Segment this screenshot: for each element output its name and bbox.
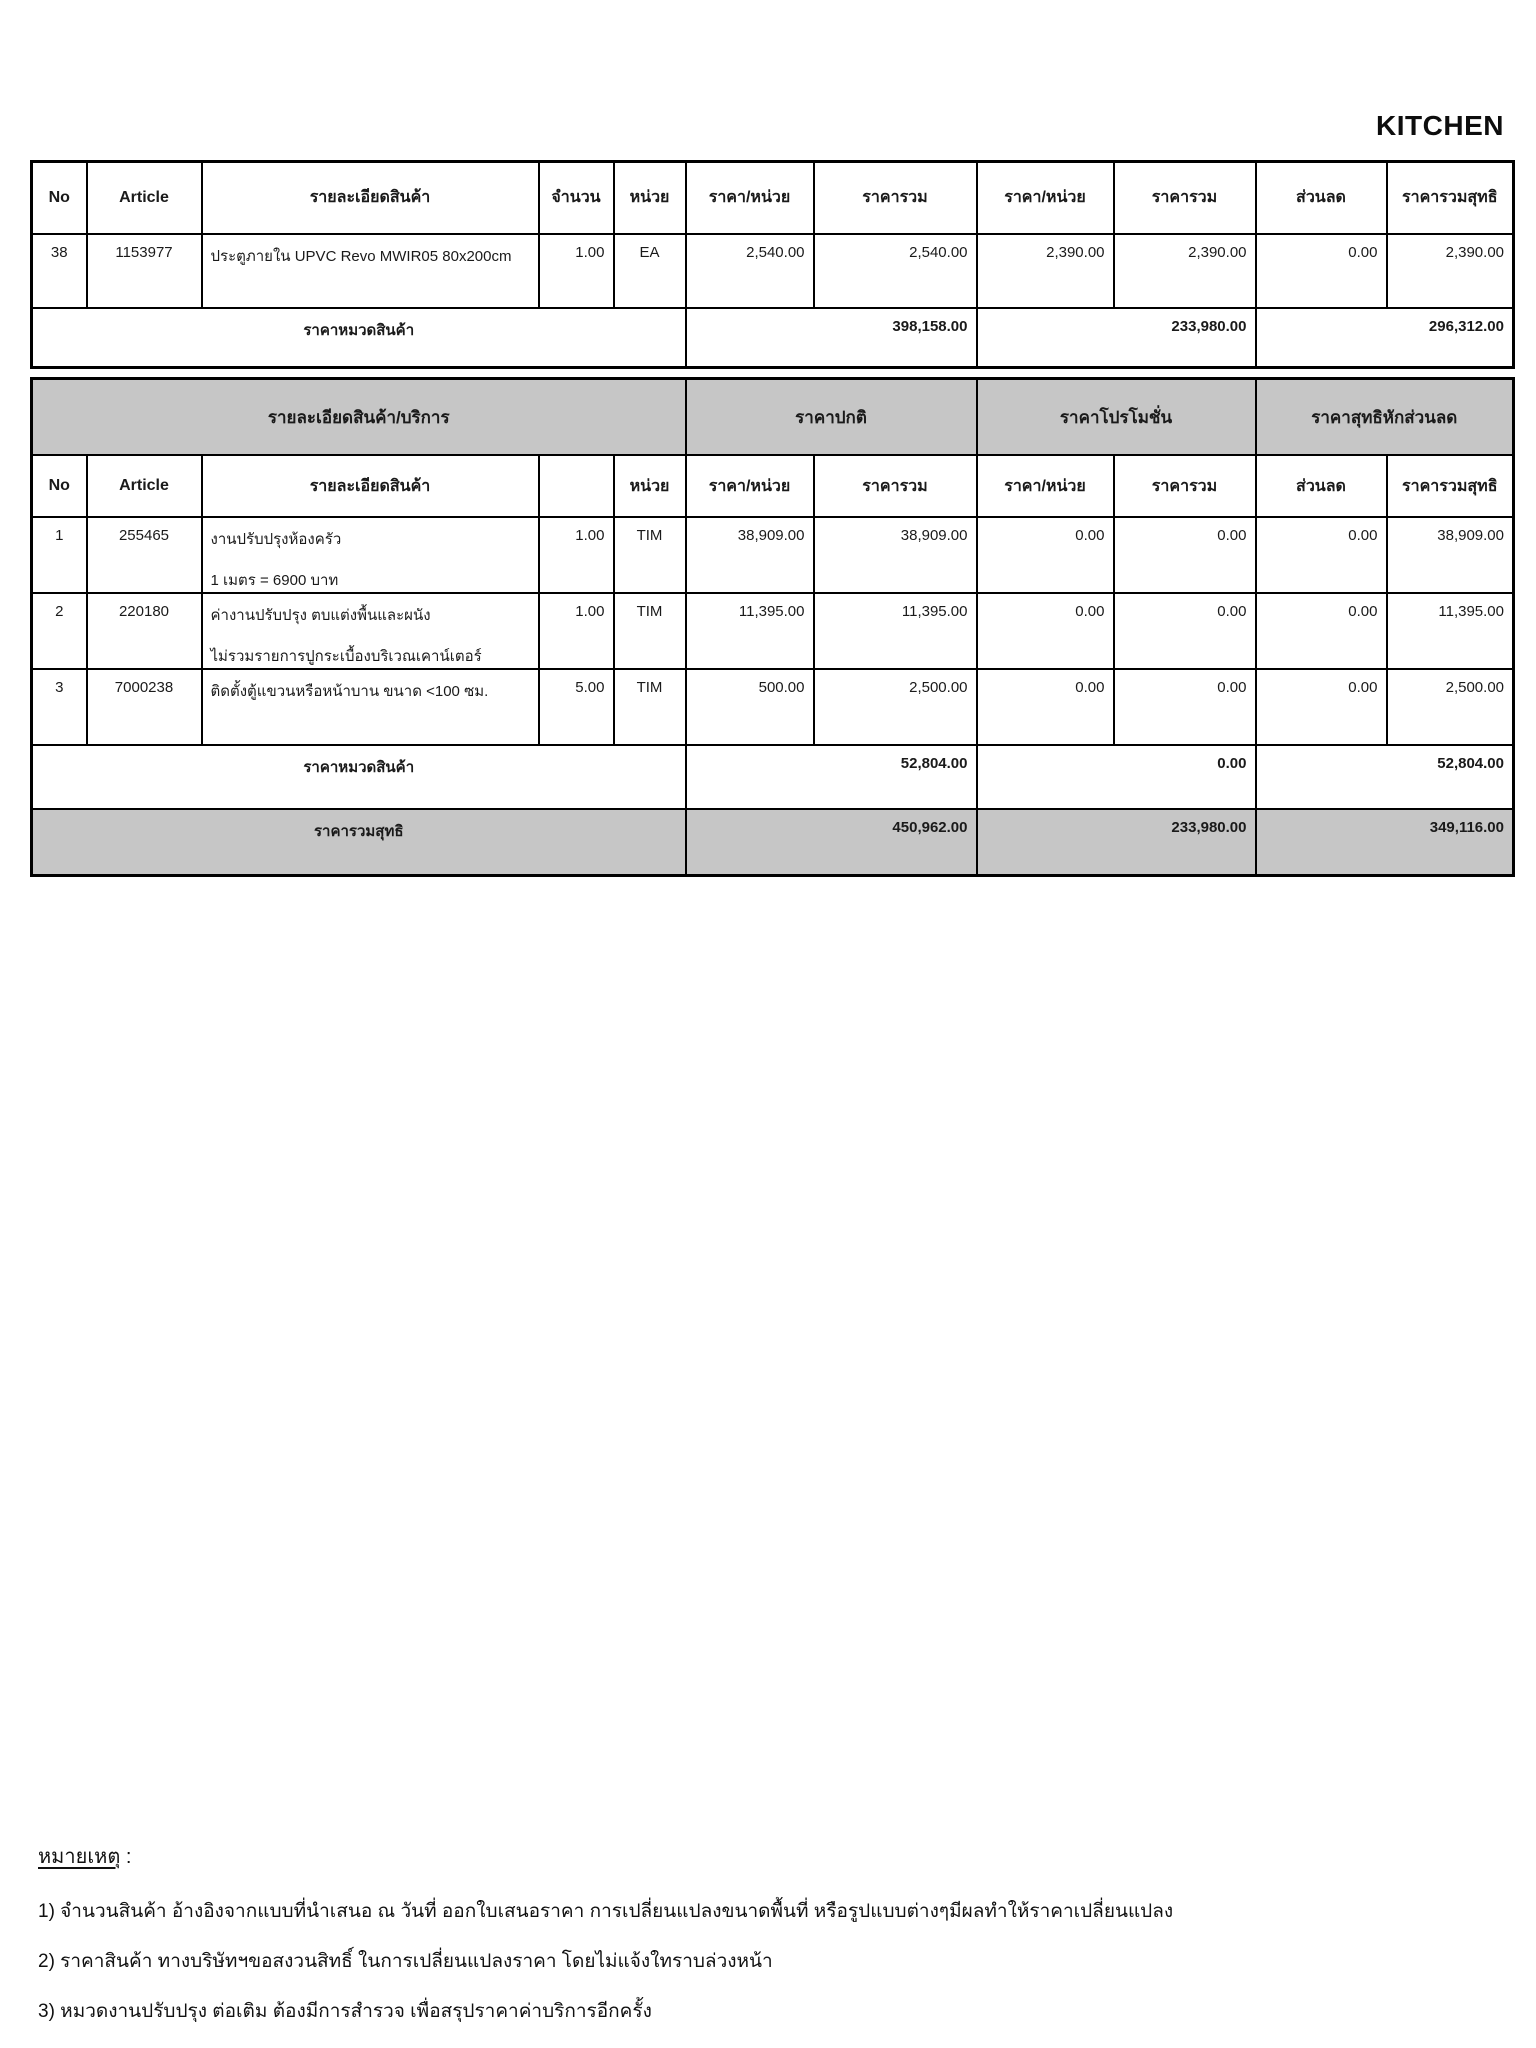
subtotal-net-price: 296,312.00 — [1256, 308, 1514, 368]
col-normal-unit-price-header: ราคา/หน่วย — [686, 162, 814, 234]
col-no-header: No — [32, 455, 87, 517]
notes-heading — [38, 1840, 1173, 1872]
col-promo-unit-price-header: ราคา/หน่วย — [977, 455, 1114, 517]
col-description-header: รายละเอียดสินค้า — [202, 162, 539, 234]
col-discount-header: ส่วนลด — [1256, 162, 1387, 234]
cell-description — [202, 669, 539, 745]
col-article-header: Article — [87, 455, 202, 517]
section-header-net-price: ราคาสุทธิหักส่วนลด — [1256, 379, 1514, 456]
cell-article: 7000238 — [87, 669, 202, 745]
product-table-header-row — [32, 162, 1514, 234]
grand-total-row — [32, 809, 1514, 875]
cell-net-total: 2,390.00 — [1387, 234, 1514, 308]
subtotal-promo-price: 0.00 — [977, 745, 1256, 809]
cell-description — [202, 593, 539, 669]
cell-promo-total: 0.00 — [1114, 669, 1256, 745]
description-line-1: งานปรับปรุงห้องครัว — [210, 531, 342, 548]
table-row — [32, 593, 1514, 669]
product-table — [30, 160, 1515, 369]
cell-promo-total: 0.00 — [1114, 593, 1256, 669]
cell-description — [202, 517, 539, 593]
col-promo-unit-price-header: ราคา/หน่วย — [977, 162, 1114, 234]
cell-promo-unit-price: 0.00 — [977, 517, 1114, 593]
section-band-row — [32, 379, 1514, 456]
table-row — [32, 669, 1514, 745]
subtotal-net-price: 52,804.00 — [1256, 745, 1514, 809]
cell-no: 38 — [32, 234, 87, 308]
cell-discount: 0.00 — [1256, 517, 1387, 593]
cell-normal-total: 2,540.00 — [814, 234, 977, 308]
description-line-1: ติดตั้งตู้แขวนหรือหน้าบาน ขนาด <100 ซม. — [210, 683, 489, 700]
col-qty-header: จำนวน — [539, 162, 614, 234]
cell-unit: TIM — [614, 517, 686, 593]
cell-net-total: 11,395.00 — [1387, 593, 1514, 669]
subtotal-promo-price: 233,980.00 — [977, 308, 1256, 368]
cell-promo-unit-price: 0.00 — [977, 593, 1114, 669]
subtotal-label: ราคาหมวดสินค้า — [32, 745, 686, 809]
category-subtotal-row — [32, 745, 1514, 809]
cell-normal-unit-price: 38,909.00 — [686, 517, 814, 593]
service-table-header-row — [32, 455, 1514, 517]
cell-article: 1153977 — [87, 234, 202, 308]
col-promo-total-header: ราคารวม — [1114, 455, 1256, 517]
subtotal-label: ราคาหมวดสินค้า — [32, 308, 686, 368]
table-row — [32, 234, 1514, 308]
subtotal-normal-price: 52,804.00 — [686, 745, 977, 809]
cell-article: 220180 — [87, 593, 202, 669]
grand-total-promo-price: 233,980.00 — [977, 809, 1256, 875]
cell-no: 2 — [32, 593, 87, 669]
cell-promo-total: 2,390.00 — [1114, 234, 1256, 308]
cell-promo-unit-price: 0.00 — [977, 669, 1114, 745]
grand-total-normal-price: 450,962.00 — [686, 809, 977, 875]
cell-net-total: 2,500.00 — [1387, 669, 1514, 745]
category-subtotal-row — [32, 308, 1514, 368]
cell-article: 255465 — [87, 517, 202, 593]
cell-qty: 1.00 — [539, 234, 614, 308]
col-no-header: No — [32, 162, 87, 234]
cell-discount: 0.00 — [1256, 669, 1387, 745]
col-unit-header: หน่วย — [614, 455, 686, 517]
cell-qty: 1.00 — [539, 517, 614, 593]
col-description-header: รายละเอียดสินค้า — [202, 455, 539, 517]
cell-unit: TIM — [614, 593, 686, 669]
section-header-details: รายละเอียดสินค้า/บริการ — [32, 379, 686, 456]
service-table — [30, 377, 1515, 877]
grand-total-label: ราคารวมสุทธิ — [32, 809, 686, 875]
col-normal-unit-price-header: ราคา/หน่วย — [686, 455, 814, 517]
col-normal-total-header: ราคารวม — [814, 162, 977, 234]
cell-discount: 0.00 — [1256, 593, 1387, 669]
cell-normal-total: 2,500.00 — [814, 669, 977, 745]
cell-normal-unit-price: 2,540.00 — [686, 234, 814, 308]
note-item: 3) หมวดงานปรับปรุง ต่อเติม ต้องมีการสำรวจ เพื่อสรุปราคาค่าบริการอีกครั้ง — [38, 2001, 652, 2022]
cell-normal-unit-price: 500.00 — [686, 669, 814, 745]
col-unit-header: หน่วย — [614, 162, 686, 234]
section-header-normal-price: ราคาปกติ — [686, 379, 977, 456]
table-row — [32, 517, 1514, 593]
section-header-promo-price: ราคาโปรโมชั่น — [977, 379, 1256, 456]
cell-no: 1 — [32, 517, 87, 593]
col-net-total-header: ราคารวมสุทธิ — [1387, 455, 1514, 517]
cell-net-total: 38,909.00 — [1387, 517, 1514, 593]
col-promo-total-header: ราคารวม — [1114, 162, 1256, 234]
page-title: KITCHEN — [1376, 110, 1504, 141]
grand-total-net-price: 349,116.00 — [1256, 809, 1514, 875]
note-item: 2) ราคาสินค้า ทางบริษัทฯขอสงวนสิทธิ์ ในการเปลี่ยนแปลงราคา โดยไม่แจ้งใทราบล่วงหน้า — [38, 1951, 773, 1972]
description-line-2: ไม่รวมรายการปูกระเบื้องบริเวณเคาน์เตอร์ — [210, 648, 482, 665]
cell-unit: TIM — [614, 669, 686, 745]
cell-promo-unit-price: 2,390.00 — [977, 234, 1114, 308]
cell-description: ประตูภายใน UPVC Revo MWIR05 80x200cm — [202, 234, 539, 308]
cell-normal-unit-price: 11,395.00 — [686, 593, 814, 669]
cell-normal-total: 38,909.00 — [814, 517, 977, 593]
notes — [38, 1840, 1173, 2046]
cell-qty: 5.00 — [539, 669, 614, 745]
cell-discount: 0.00 — [1256, 234, 1387, 308]
cell-no: 3 — [32, 669, 87, 745]
cell-unit: EA — [614, 234, 686, 308]
note-item: 1) จำนวนสินค้า อ้างอิงจากแบบที่นำเสนอ ณ วันที่ ออกใบเสนอราคา การเปลี่ยนแปลงขนาดพื้นที่ หรือรูปแบบต่างๆมีผลทำให้ราคาเปลี่ยนแปลง — [38, 1901, 1174, 1922]
col-net-total-header: ราคารวมสุทธิ — [1387, 162, 1514, 234]
cell-normal-total: 11,395.00 — [814, 593, 977, 669]
notes-heading-word: หมายเหตุ — [38, 1846, 121, 1868]
description-line-1: ค่างานปรับปรุง ตบแต่งพื้นและผนัง — [210, 607, 431, 624]
col-article-header: Article — [87, 162, 202, 234]
description-line-2: 1 เมตร = 6900 บาท — [210, 572, 339, 589]
col-normal-total-header: ราคารวม — [814, 455, 977, 517]
notes-heading-colon: : — [120, 1846, 132, 1868]
col-discount-header: ส่วนลด — [1256, 455, 1387, 517]
subtotal-normal-price: 398,158.00 — [686, 308, 977, 368]
cell-promo-total: 0.00 — [1114, 517, 1256, 593]
col-qty-header-empty — [539, 455, 614, 517]
cell-qty: 1.00 — [539, 593, 614, 669]
